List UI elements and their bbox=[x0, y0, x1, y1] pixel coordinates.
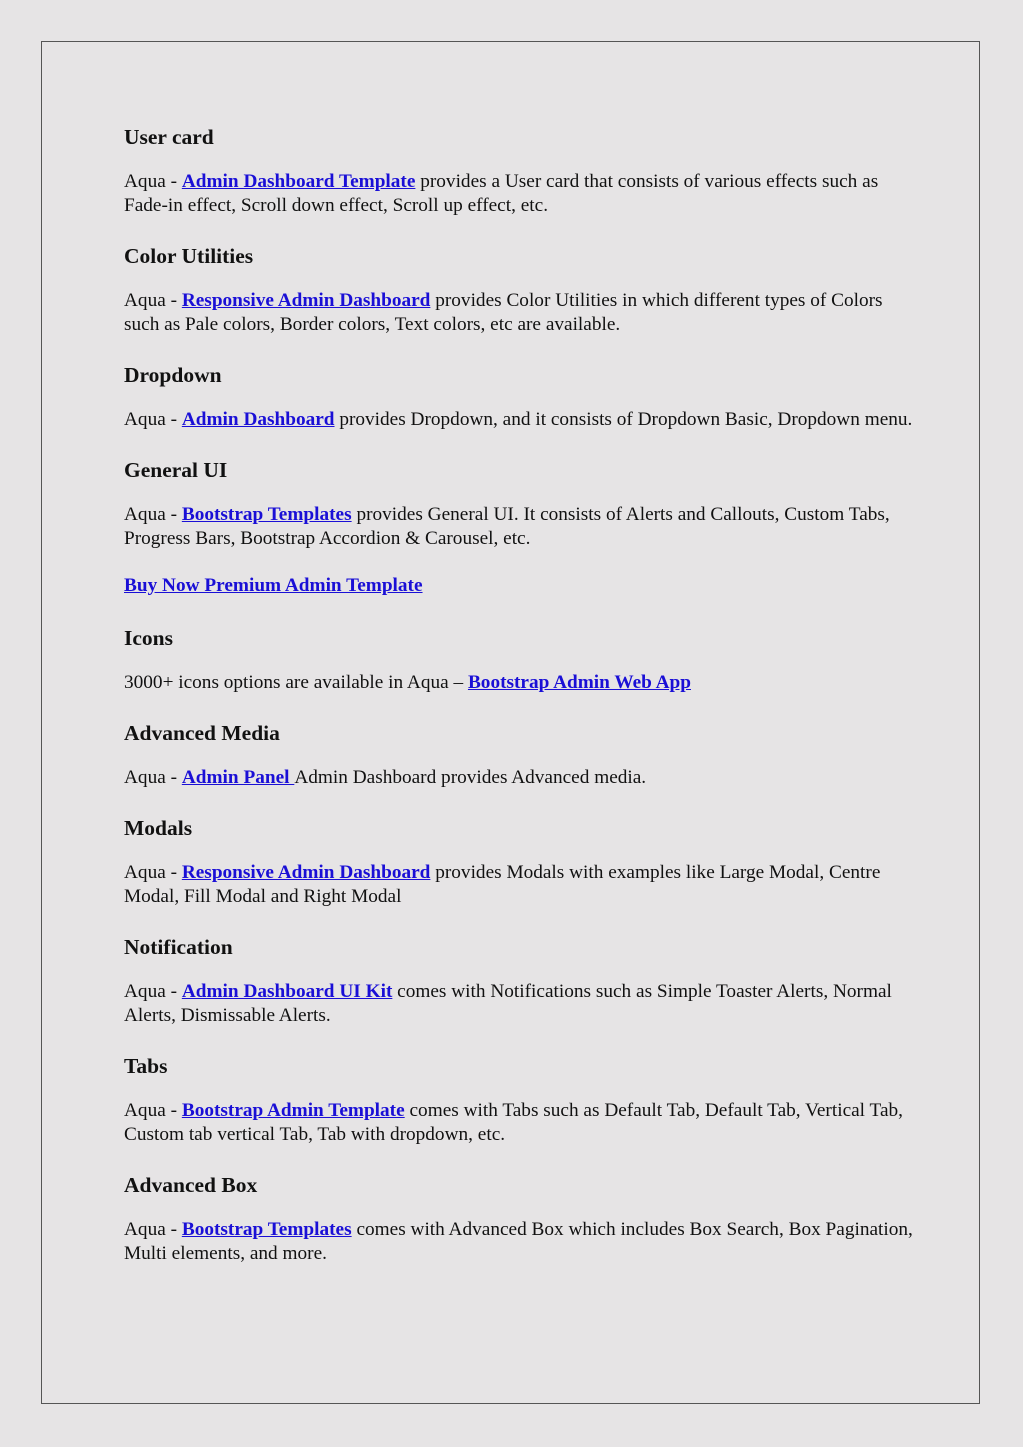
section-heading: Color Utilities bbox=[124, 244, 254, 268]
bootstrap-admin-template-link[interactable]: Bootstrap Admin Template bbox=[181, 1100, 405, 1121]
paragraph-suffix: provides General UI. It consists of Alerts and Callouts, Custom Tabs, Progress Bars, Bootstrap Accordion & Carousel, etc. bbox=[124, 504, 890, 549]
responsive-admin-dashboard-link[interactable]: Responsive Admin Dashboard bbox=[181, 290, 431, 311]
paragraph-suffix: comes with Tabs such as Default Tab, Default Tab, Vertical Tab, Custom tab vertical Tab, Tab with dropdown, etc. bbox=[124, 1100, 903, 1145]
paragraph-prefix: Aqua - bbox=[124, 981, 182, 1002]
section-tabs bbox=[124, 1051, 914, 1147]
buy-now-premium-link[interactable]: Buy Now Premium Admin Template bbox=[124, 575, 423, 596]
section-paragraph bbox=[124, 671, 914, 695]
paragraph-prefix: Aqua - bbox=[124, 290, 182, 311]
bootstrap-templates-link[interactable]: Bootstrap Templates bbox=[181, 1219, 352, 1240]
paragraph-prefix: Aqua - bbox=[124, 1100, 182, 1121]
section-paragraph bbox=[124, 503, 914, 551]
section-heading: Icons bbox=[124, 626, 173, 650]
section-color-utilities bbox=[124, 241, 914, 337]
section-icons bbox=[124, 623, 914, 695]
paragraph-suffix: provides Dropdown, and it consists of Dropdown Basic, Dropdown menu. bbox=[334, 409, 913, 430]
paragraph-suffix: provides Color Utilities in which different types of Colors such as Pale colors, Border colors, Text colors, etc are available. bbox=[124, 290, 883, 335]
section-heading: Notification bbox=[124, 935, 233, 959]
section-heading: Advanced Box bbox=[124, 1173, 258, 1197]
buy-now-line bbox=[124, 574, 914, 598]
paragraph-prefix: Aqua - bbox=[124, 504, 182, 525]
section-heading: Tabs bbox=[124, 1054, 168, 1078]
section-paragraph bbox=[124, 289, 914, 337]
section-heading: General UI bbox=[124, 458, 228, 482]
section-general-ui bbox=[124, 455, 914, 551]
section-paragraph bbox=[124, 766, 914, 790]
admin-dashboard-ui-kit-link[interactable]: Admin Dashboard UI Kit bbox=[181, 981, 393, 1002]
admin-dashboard-link[interactable]: Admin Dashboard bbox=[181, 409, 335, 430]
document-content bbox=[124, 122, 914, 1289]
section-notification bbox=[124, 932, 914, 1028]
section-heading: Dropdown bbox=[124, 363, 222, 387]
paragraph-prefix: Aqua - bbox=[124, 409, 182, 430]
paragraph-prefix: Aqua - bbox=[124, 767, 182, 788]
bootstrap-templates-link[interactable]: Bootstrap Templates bbox=[181, 504, 352, 525]
section-heading: Modals bbox=[124, 816, 193, 840]
section-advanced-media bbox=[124, 718, 914, 790]
paragraph-prefix: 3000+ icons options are available in Aqua – bbox=[124, 672, 468, 693]
admin-panel-link[interactable]: Admin Panel bbox=[181, 767, 295, 788]
section-user-card bbox=[124, 122, 914, 218]
responsive-admin-dashboard-link[interactable]: Responsive Admin Dashboard bbox=[181, 862, 431, 883]
paragraph-prefix: Aqua - bbox=[124, 171, 182, 192]
section-heading: User card bbox=[124, 125, 214, 149]
paragraph-suffix: comes with Notifications such as Simple Toaster Alerts, Normal Alerts, Dismissable Alerts. bbox=[124, 981, 892, 1026]
section-paragraph bbox=[124, 980, 914, 1028]
section-paragraph bbox=[124, 1099, 914, 1147]
paragraph-suffix: Admin Dashboard provides Advanced media. bbox=[294, 767, 647, 788]
paragraph-prefix: Aqua - bbox=[124, 1219, 182, 1240]
section-dropdown bbox=[124, 360, 914, 432]
section-modals bbox=[124, 813, 914, 909]
section-paragraph bbox=[124, 408, 914, 432]
section-paragraph bbox=[124, 1218, 914, 1266]
section-heading: Advanced Media bbox=[124, 721, 280, 745]
paragraph-suffix: provides a User card that consists of various effects such as Fade-in effect, Scroll down effect, Scroll up effect, etc. bbox=[124, 171, 879, 216]
section-paragraph bbox=[124, 861, 914, 909]
admin-dashboard-template-link[interactable]: Admin Dashboard Template bbox=[181, 171, 416, 192]
section-advanced-box bbox=[124, 1170, 914, 1266]
paragraph-suffix: provides Modals with examples like Large Modal, Centre Modal, Fill Modal and Right Modal bbox=[124, 862, 881, 907]
section-paragraph bbox=[124, 170, 914, 218]
bootstrap-admin-web-app-link[interactable]: Bootstrap Admin Web App bbox=[467, 672, 691, 693]
paragraph-suffix: comes with Advanced Box which includes Box Search, Box Pagination, Multi elements, and more. bbox=[124, 1219, 913, 1264]
paragraph-prefix: Aqua - bbox=[124, 862, 182, 883]
